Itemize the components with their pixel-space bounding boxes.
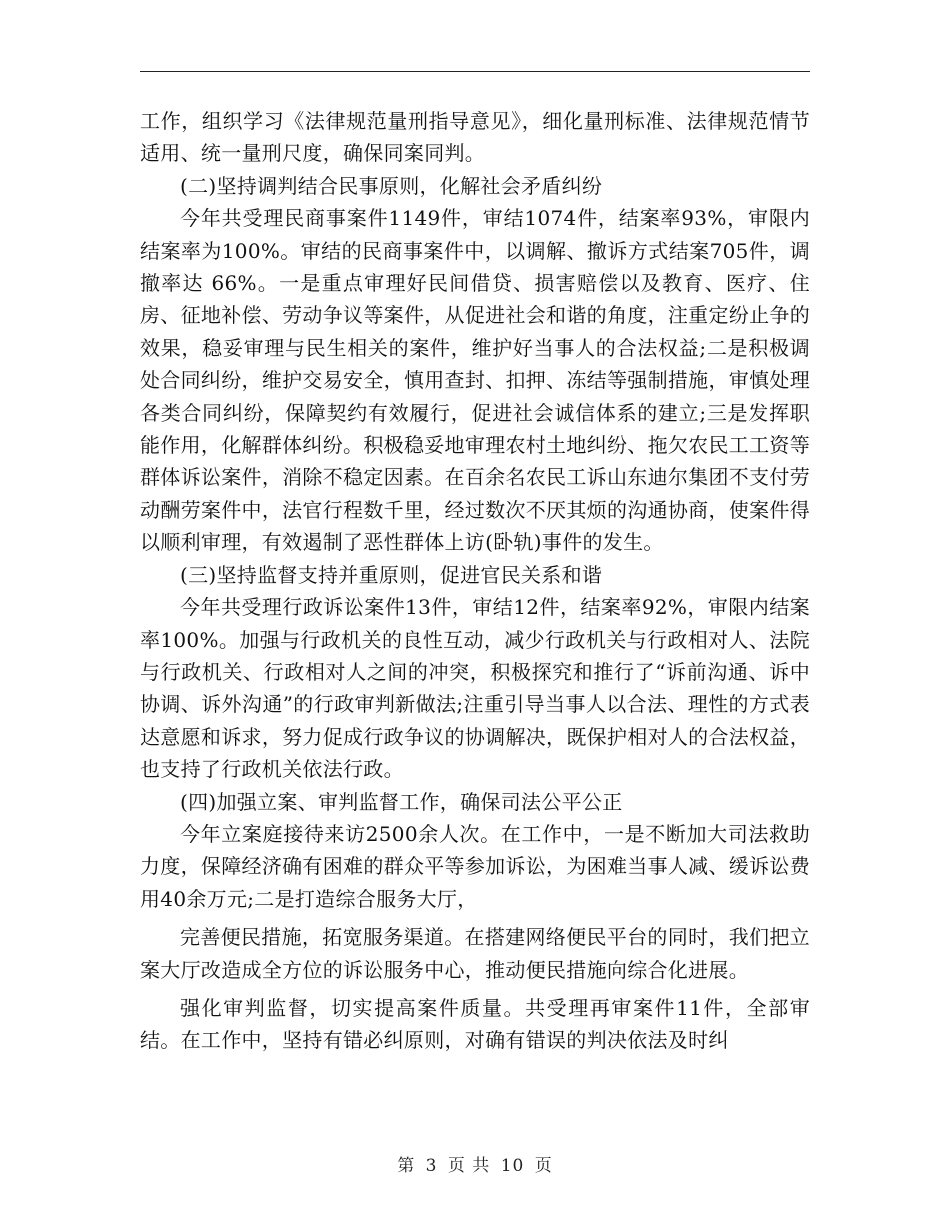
- section-heading: (二)坚持调判结合民事原则，化解社会矛盾纠纷: [180, 173, 603, 198]
- paragraph: 今年共受理民商事案件1149件，审结1074件，结案率93%，审限内结案率为100%。审结的民商事案件中，以调解、撤诉方式结案705件，调撤率达 66%。一是重点审理好民间借贷、损害赔偿以及教育、医疗、住房、征地补偿、劳动争议等案件，从促进社会和谐的角度，注重定纷止争的效果，稳妥审理与民生相关的案件，维护好当事人的合法权益;二是积极调处合同纠纷，维护交易安全，慎用查封、扣押、冻结等强制措施，审慎处理各类合同纠纷，保障契约有效履行，促进社会诚信体系的建立;三是发挥职能作用，化解群体纠纷。积极稳妥地审理农村土地纠纷、拖欠农民工工资等群体诉讼案件，消除不稳定因素。在百余名农民工诉山东迪尔集团不支付劳动酬劳案件中，法官行程数千里，经过数次不厌其烦的沟通协商，使案件得以顺利审理，有效遏制了恶性群体上访(卧轨)事件的发生。: [140, 206, 810, 555]
- paragraph: 强化审判监督，切实提高案件质量。共受理再审案件11件，全部审结。在工作中，坚持有错必纠原则，对确有错误的判决依法及时纠: [140, 995, 810, 1053]
- page-total: 10: [500, 1156, 525, 1176]
- page-mid: 页 共: [447, 1156, 491, 1176]
- paragraph: 今年共受理行政诉讼案件13件，审结12件，结案率92%，审限内结案率100%。加强与行政机关的良性互动，减少行政机关与行政相对人、法院与行政机关、行政相对人之间的冲突，积极探究和推行了“诉前沟通、诉中协调、诉外沟通”的行政审判新做法;注重引导当事人以合法、理性的方式表达意愿和诉求，努力促成行政争议的协调解决，既保护相对人的合法权益，也支持了行政机关依法行政。: [140, 595, 810, 782]
- paragraph: 工作，组织学习《法律规范量刑指导意见》，细化量刑标准、法律规范情节适用、统一量刑尺度，确保同案同判。: [140, 109, 810, 166]
- page-footer: [0, 1151, 950, 1176]
- paragraph: 完善便民措施，拓宽服务渠道。在搭建网络便民平台的同时，我们把立案大厅改造成全方位的诉讼服务中心，推动便民措施向综合化进展。: [140, 925, 810, 982]
- paragraph: 今年立案庭接待来访2500余人次。在工作中，一是不断加大司法救助力度，保障经济确有困难的群众平等参加诉讼，为困难当事人减、缓诉讼费用40余万元;二是打造综合服务大厅，: [140, 821, 810, 911]
- header-rule: [140, 71, 810, 72]
- document-body: [140, 105, 810, 1057]
- page-prefix: 第: [397, 1156, 416, 1176]
- section-heading: (四)加强立案、审判监督工作，确保司法公平公正: [180, 789, 623, 814]
- page-current: 3: [425, 1156, 438, 1176]
- page-suffix: 页: [534, 1156, 553, 1176]
- section-heading: (三)坚持监督支持并重原则，促进官民关系和谐: [180, 562, 603, 587]
